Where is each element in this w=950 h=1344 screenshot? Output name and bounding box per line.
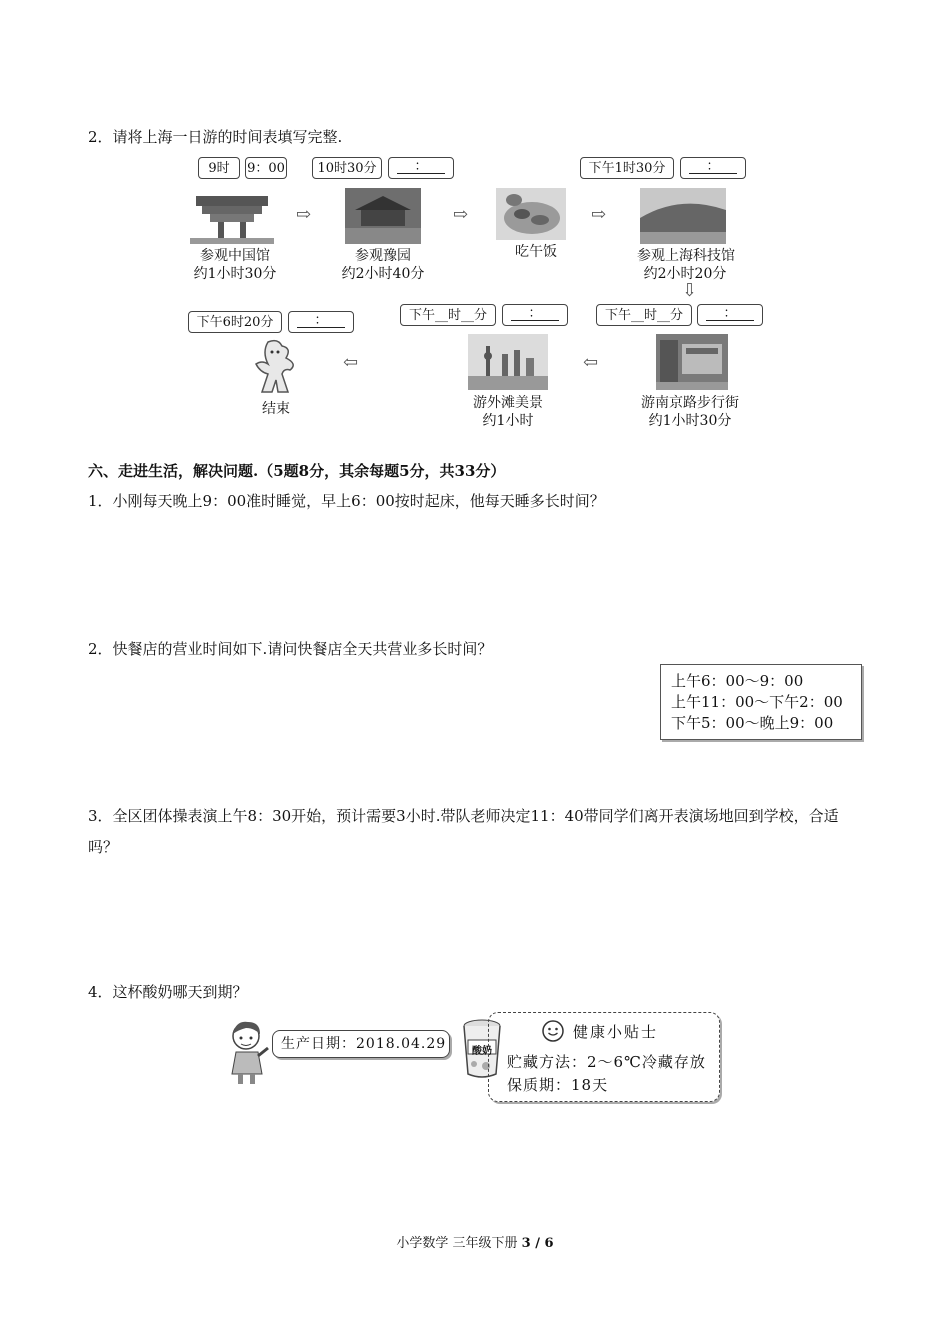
stop-7-name: 结束: [262, 401, 290, 417]
problem-1: 1．小刚每天晚上9：00准时睡觉，早上6：00按时起床，他每天睡多长时间？: [88, 492, 605, 510]
footer-subject: 小学数学 三年级下册: [396, 1236, 522, 1251]
time-box-bund-chinese: 下午__时__分: [400, 304, 496, 326]
problem-4: 4．这杯酸奶哪天到期？: [88, 983, 248, 1001]
science-museum-image: [640, 188, 726, 244]
time-box-nanjing-chinese: 下午__时__分: [596, 304, 692, 326]
stop-3-name: 吃午饭: [515, 244, 557, 260]
mascot-image: [248, 338, 304, 396]
arrow-left-2: ⇦: [343, 352, 359, 373]
arrow-right-2: ⇨: [453, 204, 469, 225]
time-box-end-chinese: 下午6时20分: [188, 311, 282, 333]
arrow-right-1: ⇨: [296, 204, 312, 225]
health-tips-title: 健康小贴士: [573, 1023, 659, 1041]
stop-2-duration: 约2小时40分: [341, 266, 425, 282]
question-2-title: 2．请将上海一日游的时间表填写完整.: [88, 128, 343, 146]
smiley-icon: [541, 1019, 565, 1043]
footer-page-number: 3: [521, 1236, 531, 1251]
problem-2: 2．快餐店的营业时间如下.请问快餐店全天共营业多长时间？: [88, 640, 493, 658]
production-date-bubble: [272, 1030, 450, 1058]
section-6-heading: 六、走进生活，解决问题.（5题8分，其余每题5分，共33分）: [88, 462, 506, 480]
answer-blank-3[interactable]: ：: [697, 304, 763, 326]
arrow-left-1: ⇦: [583, 352, 599, 373]
yogurt-label: 酸奶: [472, 1046, 492, 1057]
health-tips-box: [488, 1012, 720, 1102]
stop-1-duration: 约1小时30分: [193, 266, 277, 282]
stop-4-name: 参观上海科技馆: [637, 248, 735, 264]
yuyuan-garden-image: [345, 188, 421, 244]
arrow-right-3: ⇨: [591, 204, 607, 225]
business-hours-box: [660, 664, 862, 740]
problem-3: 3．全区团体操表演上午8：30开始，预计需要3小时.带队老师决定11：40带同学们离开表演场地回到学校，合适吗？: [88, 807, 839, 856]
stop-5-duration: 约1小时30分: [648, 413, 732, 429]
girl-image: [226, 1018, 272, 1088]
stop-5-name: 游南京路步行街: [641, 395, 739, 411]
storage-method: 贮藏方法：2～6℃冷藏存放: [507, 1053, 706, 1071]
bund-image: [468, 334, 548, 390]
business-hours-line-3: 下午5：00～晚上9：00: [671, 714, 834, 732]
time-box-start-chinese: 9时: [198, 157, 240, 179]
page-footer: [0, 1232, 950, 1251]
business-hours-line-1: 上午6：00～9：00: [671, 672, 804, 690]
arrow-down: ⇩: [682, 280, 698, 301]
time-box-yuyuan-chinese: 10时30分: [312, 157, 382, 179]
china-pavilion-image: [190, 188, 274, 244]
stop-4-duration: 约2小时20分: [643, 266, 727, 282]
answer-blank-2[interactable]: ：: [680, 157, 746, 179]
shelf-life: 保质期：18天: [507, 1076, 609, 1094]
answer-blank-4[interactable]: ：: [502, 304, 568, 326]
stop-6-duration: 约1小时: [482, 413, 534, 429]
answer-blank-5[interactable]: ：: [288, 311, 354, 333]
lunch-image: [496, 188, 566, 240]
stop-1-name: 参观中国馆: [200, 248, 270, 264]
nanjing-road-image: [656, 334, 728, 390]
business-hours-line-2: 上午11：00～下午2：00: [671, 693, 843, 711]
time-box-start-digital: 9：00: [245, 157, 287, 179]
time-box-museum-chinese: 下午1时30分: [580, 157, 674, 179]
stop-2-name: 参观豫园: [355, 248, 411, 264]
production-date: 生产日期：2018.04.29: [281, 1036, 447, 1052]
answer-blank-1[interactable]: ：: [388, 157, 454, 179]
stop-6-name: 游外滩美景: [473, 395, 543, 411]
footer-page-total: / 6: [530, 1236, 554, 1251]
